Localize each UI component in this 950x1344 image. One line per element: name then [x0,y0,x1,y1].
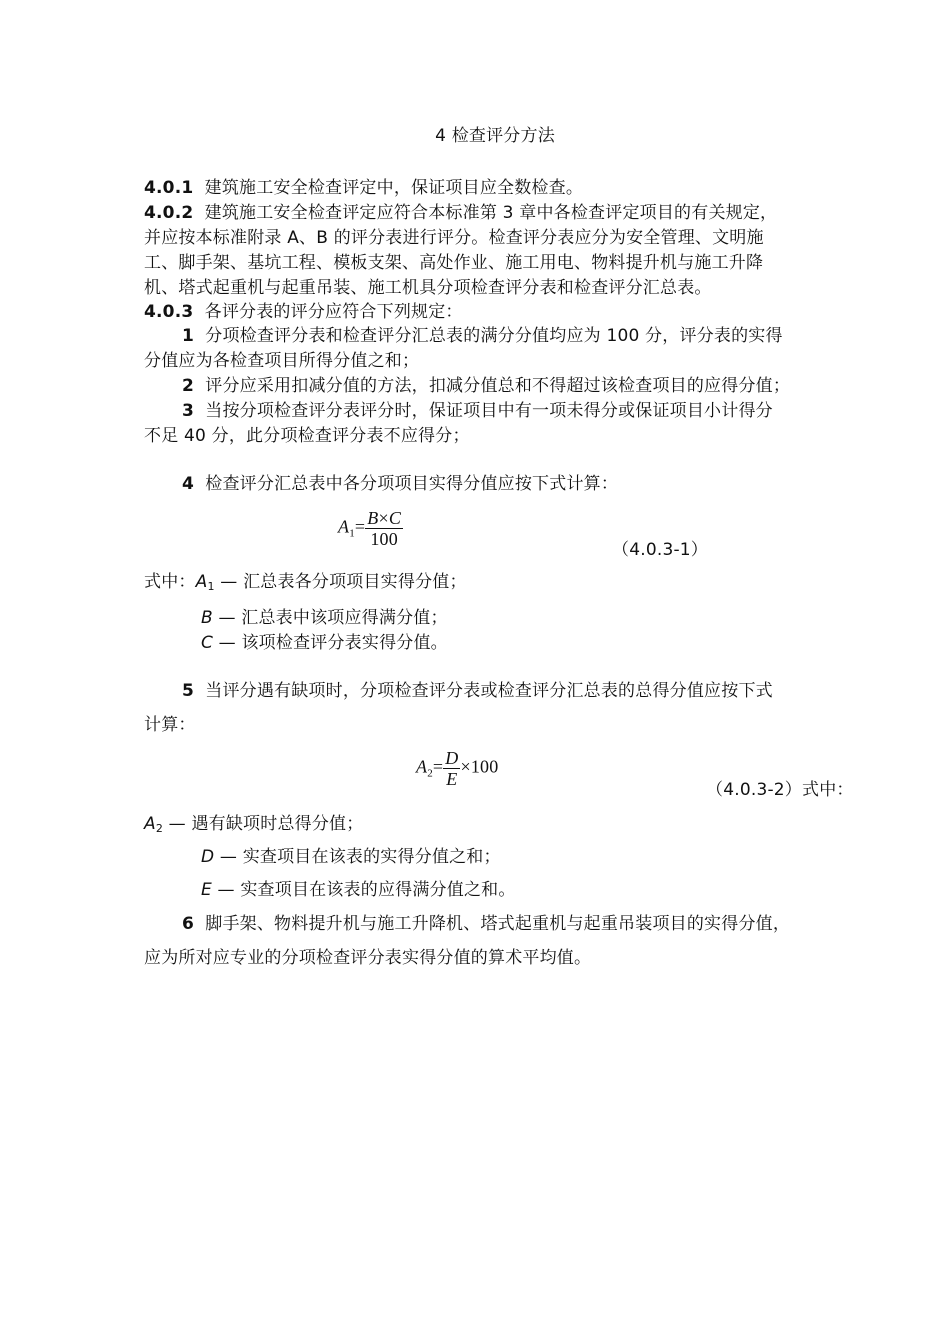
legend-var-e: E [201,880,212,900]
item-4-line1 [182,472,618,496]
legend-sub-2: 2 [155,822,164,835]
item-number: 5 [182,681,195,701]
formula-lhs-sub: 2 [427,767,433,780]
formula-fraction [443,748,460,789]
item-text: 当按分项检查评分表评分时，保证项目中有一项未得分或保证项目小计得分 [205,401,773,421]
item-number: 4 [182,474,195,494]
formula-denominator: E [446,769,458,789]
formula-times: × [378,508,389,528]
clause-text: 建筑施工安全检查评定中，保证项目应全数检查。 [204,178,584,198]
formula-equals: = [354,516,366,537]
legend-var-b: B [201,608,213,628]
formula-lhs-var: A [416,756,428,777]
legend-sub-1: 1 [207,580,215,593]
item-5-line1 [182,679,773,703]
legend-d [201,845,501,869]
item-2-line1 [182,374,790,398]
formula-numerator: D [445,748,459,768]
item-text: 检查评分汇总表中各分项项目实得分值应按下式计算： [205,474,619,494]
legend-var-a: A [144,814,156,834]
clause-4-0-2-line4: 机、塔式起重机与起重吊装、施工机具分项检查评分表和检查评分汇总表。 [144,278,712,298]
formula-lhs-sub: 1 [349,527,355,540]
clause-4-0-1 [144,176,583,200]
clause-number: 4.0.3 [144,302,194,322]
clause-number: 4.0.1 [144,178,194,198]
legend-var-a: A [195,572,208,592]
legend-a1 [144,570,467,599]
item-6-line2: 应为所对应专业的分项检查评分表实得分值的算术平均值。 [144,948,592,968]
item-number: 2 [182,376,195,396]
clause-number: 4.0.2 [144,203,194,223]
formula-equals: = [432,756,444,777]
formula-4-0-3-1 [338,508,403,549]
section-title: 4 检查评分方法 [435,126,555,146]
item-text: 当评分遇有缺项时，分项检查评分表或检查评分汇总表的总得分值应按下式 [205,681,773,701]
formula-label-2: （4.0.3-2）式中： [706,780,854,800]
formula-numerator [365,508,403,529]
legend-a2 [144,812,363,841]
legend-text: — 实查项目在该表的实得分值之和； [214,847,501,867]
item-number: 6 [182,914,195,934]
formula-4-0-3-2 [416,748,498,789]
clause-4-0-2-line2: 并应按本标准附录 A、B 的评分表进行评分。检查评分表应分为安全管理、文明施 [144,228,764,248]
legend-text: — 实查项目在该表的应得满分值之和。 [211,880,516,900]
clause-text: 各评分表的评分应符合下列规定： [204,302,463,322]
item-6-line1 [182,912,790,936]
item-text: 评分应采用扣减分值的方法，扣减分值总和不得超过该检查项目的应得分值； [205,376,791,396]
formula-lhs-var: A [338,516,350,537]
item-number: 3 [182,401,195,421]
formula-denominator: 100 [370,529,398,549]
item-1-line1 [182,324,783,348]
clause-4-0-3 [144,300,463,324]
formula-var-b: B [367,508,379,528]
item-text: 分项检查评分表和检查评分汇总表的满分分值均应为 100 分，评分表的实得 [205,326,783,346]
legend-text: — 该项检查评分表实得分值。 [213,633,448,653]
item-1-line2: 分值应为各检查项目所得分值之和； [144,351,420,371]
legend-e [201,878,516,902]
legend-intro: 式中： [144,572,196,592]
clause-text: 建筑施工安全检查评定应符合本标准第 3 章中各检查评定项目的有关规定， [204,203,778,223]
formula-fraction [365,508,403,549]
legend-b [201,606,448,630]
formula-var-c: C [388,508,402,528]
formula-label-1: （4.0.3-1） [612,540,709,560]
item-3-line2: 不足 40 分，此分项检查评分表不应得分； [144,426,470,446]
item-text: 脚手架、物料提升机与施工升降机、塔式起重机与起重吊装项目的实得分值， [205,914,791,934]
legend-text: — 汇总表各分项项目实得分值； [214,572,467,592]
clause-4-0-2-line1 [144,201,777,225]
item-3-line1 [182,399,773,423]
legend-c [201,631,448,655]
item-number: 1 [182,326,195,346]
legend-var-d: D [201,847,215,867]
clause-4-0-2-line3: 工、脚手架、基坑工程、模板支架、高处作业、施工用电、物料提升机与施工升降 [144,253,764,273]
legend-var-c: C [201,633,214,653]
formula-tail: ×100 [460,756,499,777]
legend-text: — 遇有缺项时总得分值； [163,814,364,834]
legend-text: — 汇总表中该项应得满分值； [212,608,448,628]
item-5-line2: 计算： [144,715,196,735]
